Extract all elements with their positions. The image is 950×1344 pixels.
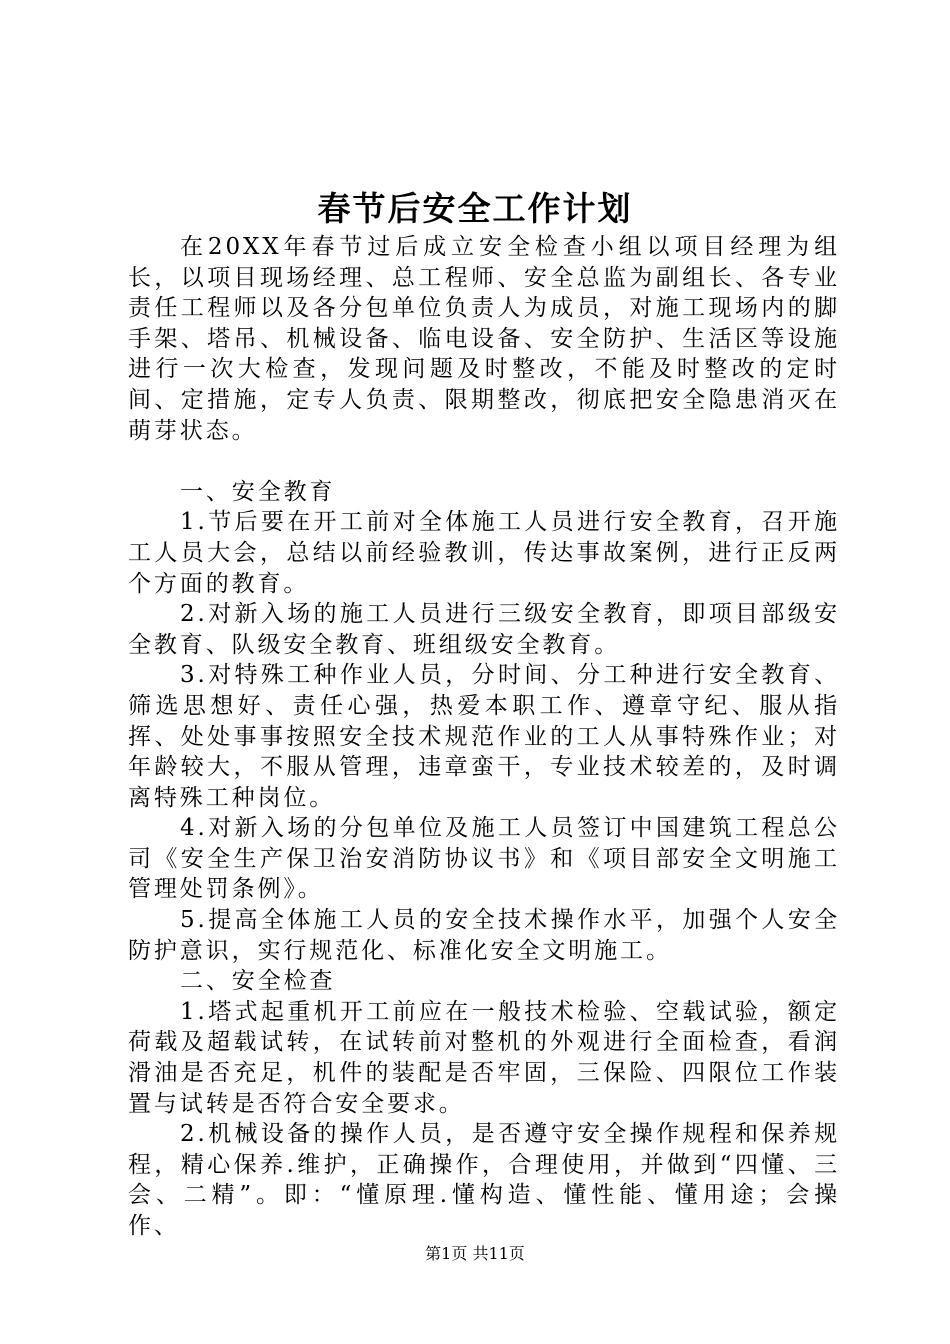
document-title: 春节后安全工作计划	[317, 189, 633, 228]
section-heading-safety-education: 一、安全教育	[180, 478, 336, 505]
education-item-3: 3.对特殊工种作业人员，分时间、分工种进行安全教育、筛选思想好、责任心强，热爱本职工作、遵章守纪、服从指挥、处处事事按照安全技术规范作业的工人从事特殊作业；对年龄较大，不服从管理，违章蛮干，专业技术较差的，及时调离特殊工种岗位。	[128, 662, 840, 811]
intro-paragraph: 在20XX年春节过后成立安全检查小组以项目经理为组长，以项目现场经理、总工程师、安全总监为副组长、各专业责任工程师以及各分包单位负责人为成员，对施工现场内的脚手架、塔吊、机械设备、临电设备、安全防护、生活区等设施进行一次大检查，发现问题及时整改，不能及时整改的定时间、定措施，定专人负责、限期整改，彻底把安全隐患消灭在萌芽状态。	[128, 234, 840, 444]
education-item-4: 4.对新入场的分包单位及施工人员签订中国建筑工程总公司《安全生产保卫治安消防协议书》和《项目部安全文明施工管理处罚条例》。	[128, 815, 840, 903]
inspection-item-1: 1.塔式起重机开工前应在一般技术检验、空载试验，额定荷载及超载试转，在试转前对整机的外观进行全面检查，看润滑油是否充足，机件的装配是否牢固，三保险、四限位工作装置与试转是否符合安全要求。	[128, 998, 840, 1117]
education-item-1: 1.节后要在开工前对全体施工人员进行安全教育，召开施工人员大会，总结以前经验教训，传达事故案例，进行正反两个方面的教育。	[128, 509, 840, 597]
education-item-2: 2.对新入场的施工人员进行三级安全教育，即项目部级安全教育、队级安全教育、班组级安全教育。	[128, 601, 840, 658]
section-heading-safety-inspection: 二、安全检查	[180, 968, 336, 995]
paragraph-gap	[128, 446, 840, 477]
inspection-item-2: 2.机械设备的操作人员，是否遵守安全操作规程和保养规程，精心保养.维护，正确操作，合理使用，并做到“四懂、三会、二精”。即：“懂原理.懂构造、懂性能、懂用途；会操作、	[128, 1121, 840, 1239]
education-item-5: 5.提高全体施工人员的安全技术操作水平，加强个人安全防护意识，实行规范化、标准化安全文明施工。	[128, 907, 840, 964]
page-number-footer: 第1页 共11页	[425, 1244, 525, 1263]
document-body	[128, 232, 840, 1242]
